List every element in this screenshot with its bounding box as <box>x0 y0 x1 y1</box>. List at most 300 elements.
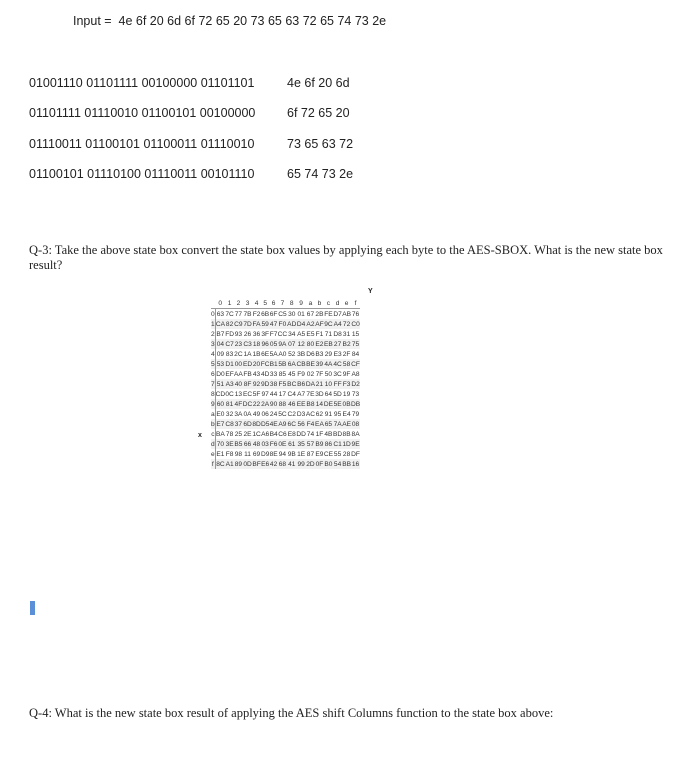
sbox-cell: DE <box>323 400 334 408</box>
state-row-hex: 73 65 63 72 <box>287 137 354 151</box>
sbox-column-header: 7 <box>278 298 288 309</box>
sbox-column-header: c <box>324 298 333 309</box>
question-4: Q-4: What is the new state box result of applying the AES shift Columns function to the state box above: <box>29 706 554 720</box>
sbox-cell: 83 <box>225 350 234 358</box>
sbox-cell: 5F <box>252 390 261 398</box>
sbox-cell: EB <box>324 340 333 348</box>
sbox-cell: AD <box>287 320 297 328</box>
sbox-cell: FB <box>243 370 252 378</box>
sbox-cell: 8F <box>243 380 252 388</box>
sbox-cell: A8 <box>351 370 360 378</box>
sbox-cell: 30 <box>288 310 296 318</box>
sbox-cell: 31 <box>342 330 351 338</box>
sbox-cell: 4C <box>333 360 342 368</box>
sbox-cell: CB <box>296 360 306 368</box>
sbox-column-header: 9 <box>296 298 306 309</box>
sbox-cell: 4D <box>260 370 270 378</box>
sbox-cell: 69 <box>252 450 261 458</box>
sbox-column-header: 8 <box>287 298 296 309</box>
sbox-column-header: b <box>315 298 324 309</box>
sbox-cell: 85 <box>278 370 287 378</box>
sbox-cell: D6 <box>306 350 315 358</box>
sbox-cell: 7F <box>315 370 324 378</box>
sbox-cell: F1 <box>315 330 324 338</box>
input-label: Input = <box>73 14 112 28</box>
state-row <box>29 106 350 120</box>
sbox-cell: C0 <box>351 320 360 328</box>
sbox-cell: B7 <box>216 330 225 338</box>
sbox-cell: F7 <box>269 330 278 338</box>
sbox-cell: 96 <box>261 340 269 348</box>
sbox-cell: 3B <box>297 350 306 358</box>
sbox-cell: F5 <box>278 380 287 388</box>
sbox-cell: 98 <box>234 450 243 458</box>
sbox-row <box>211 339 360 349</box>
sbox-cell: 1E <box>297 450 306 458</box>
sbox-cell: 7A <box>333 420 342 428</box>
sbox-cell: 52 <box>288 350 296 358</box>
sbox-cell: F2 <box>252 310 261 318</box>
sbox-cell: 0D <box>243 460 252 468</box>
sbox-cell: 7D <box>243 320 252 328</box>
sbox-cell: 42 <box>269 460 278 468</box>
sbox-cell: EA <box>315 420 324 428</box>
sbox-cell: 60 <box>216 400 225 408</box>
sbox-cell: 8D <box>252 420 261 428</box>
sbox-row-header: 9 <box>211 400 215 408</box>
sbox-cell: CE <box>323 450 334 458</box>
sbox-cell: 23 <box>234 340 243 348</box>
sbox-cell: 9A <box>278 340 287 348</box>
sbox-cell: 61 <box>288 440 296 448</box>
sbox-cell: 95 <box>333 410 342 418</box>
sbox-cell: FD <box>225 330 234 338</box>
sbox-cell: 70 <box>216 440 225 448</box>
sbox-cell: C6 <box>278 430 287 438</box>
sbox-cell: 92 <box>252 380 261 388</box>
sbox-cell: 9B <box>287 450 296 458</box>
sbox-cell: 64 <box>324 390 333 398</box>
sbox-cell: 21 <box>315 380 324 388</box>
sbox-cell: CC <box>277 330 288 338</box>
sbox-row <box>211 389 360 399</box>
sbox-cell: F8 <box>225 450 234 458</box>
sbox-row-header: 0 <box>211 310 215 318</box>
sbox-cell: DC <box>242 400 253 408</box>
state-row <box>29 167 353 181</box>
sbox-cell: 20 <box>252 360 261 368</box>
sbox-cell: 6A <box>287 360 296 368</box>
sbox-cell: 77 <box>234 310 243 318</box>
sbox-cell: DF <box>351 450 360 458</box>
sbox-cell: 57 <box>306 440 315 448</box>
sbox-cell: 1B <box>252 350 261 358</box>
sbox-cell: 3D <box>315 390 324 398</box>
sbox-cell: 3E <box>225 440 234 448</box>
sbox-x-label: x <box>198 432 202 439</box>
sbox-cell: 9C <box>324 320 333 328</box>
sbox-cell: F0 <box>278 320 287 328</box>
sbox-cell: 12 <box>297 340 305 348</box>
sbox-cell: E2 <box>315 340 324 348</box>
sbox-column-header: d <box>333 298 342 309</box>
sbox-cell: BF <box>252 460 261 468</box>
sbox-row <box>211 439 360 449</box>
sbox-cell: 28 <box>342 450 351 458</box>
sbox-cell: CA <box>215 320 226 328</box>
sbox-cell: 44 <box>269 390 278 398</box>
sbox-cell: 58 <box>342 360 351 368</box>
sbox-cell: D0 <box>216 370 225 378</box>
sbox-cell: 82 <box>225 320 234 328</box>
sbox-row <box>211 319 360 329</box>
sbox-cell: 2E <box>243 430 252 438</box>
sbox-cell: A3 <box>225 380 234 388</box>
sbox-cell: C5 <box>278 310 287 318</box>
sbox-cell: B2 <box>342 340 351 348</box>
sbox-cell: 73 <box>351 390 360 398</box>
sbox-cell: 05 <box>269 340 278 348</box>
sbox-cell: A0 <box>278 350 287 358</box>
input-line <box>73 14 386 28</box>
sbox-cell: AA <box>234 370 243 378</box>
sbox-cell: 46 <box>288 400 296 408</box>
sbox-row-header: 4 <box>211 350 215 358</box>
sbox-cell: 06 <box>261 410 269 418</box>
sbox-cell: 09 <box>216 350 225 358</box>
sbox-cell: B0 <box>324 460 333 468</box>
sbox-cell: 1D <box>342 440 351 448</box>
sbox-column-header: 1 <box>225 298 234 309</box>
sbox-cell: E7 <box>216 420 225 428</box>
sbox-cell: 47 <box>269 320 278 328</box>
sbox-cell: 9D <box>260 380 270 388</box>
sbox-row <box>211 459 360 469</box>
sbox-cell: 86 <box>324 440 333 448</box>
sbox-column-header: 6 <box>270 298 278 309</box>
sbox-column-header: 0 <box>215 298 225 309</box>
sbox-cell: 9F <box>342 370 351 378</box>
sbox-cell: 51 <box>216 380 225 388</box>
sbox-cell: 81 <box>225 400 234 408</box>
sbox-cell: 40 <box>234 380 243 388</box>
sbox-cell: 93 <box>234 330 243 338</box>
sbox-cell: F9 <box>297 370 305 378</box>
sbox-row-header: 2 <box>211 330 215 338</box>
sbox-cell: D7 <box>333 310 342 318</box>
sbox-row-header: f <box>211 460 214 468</box>
sbox-cell: D4 <box>296 320 306 328</box>
sbox-cell: EF <box>225 370 234 378</box>
sbox-cell: 34 <box>288 330 296 338</box>
sbox-cell: 48 <box>252 440 261 448</box>
sbox-row-header: 8 <box>211 390 215 398</box>
state-row-binary: 01100101 01110100 01110011 00101110 <box>29 167 255 181</box>
question-3: Q-3: Take the above state box convert the state box values by applying each byte to the AES-SBOX. What is the new state box result? <box>29 243 663 272</box>
state-row-hex: 4e 6f 20 6d <box>287 76 350 90</box>
sbox-cell: 59 <box>261 320 269 328</box>
sbox-cell: B1 <box>269 360 278 368</box>
sbox-cell: 13 <box>234 390 243 398</box>
sbox-cell: E3 <box>333 350 342 358</box>
sbox-y-label: Y <box>368 288 373 295</box>
sbox-cell: 10 <box>324 380 333 388</box>
sbox-row <box>211 329 360 339</box>
sbox-cell: 2F <box>342 350 351 358</box>
sbox-cell: 32 <box>225 410 234 418</box>
sbox-cell: AB <box>342 310 351 318</box>
sbox-cell: C7 <box>225 340 234 348</box>
sbox-cell: 90 <box>269 400 278 408</box>
sbox-cell: 75 <box>351 340 360 348</box>
state-row-binary: 01101111 01110010 01100101 00100000 <box>29 106 256 120</box>
sbox-cell: E4 <box>342 410 351 418</box>
sbox-cell: BC <box>287 380 297 388</box>
sbox-row-header: a <box>211 410 215 418</box>
sbox-cell: FE <box>324 310 333 318</box>
sbox-cell: BD <box>333 430 343 438</box>
sbox-cell: 67 <box>306 310 315 318</box>
sbox-cell: FF <box>333 380 342 388</box>
sbox-column-header: f <box>351 298 360 309</box>
sbox-cell: 84 <box>351 350 360 358</box>
sbox-cell: 8A <box>351 430 360 438</box>
sbox-cell: FA <box>252 320 261 328</box>
sbox-cell: E0 <box>216 410 225 418</box>
sbox-cell: D9 <box>260 450 270 458</box>
sbox-cell: 6F <box>269 310 278 318</box>
sbox-cell: 2D <box>306 460 315 468</box>
sbox-cell: 7B <box>243 310 252 318</box>
sbox-cell: EC <box>242 390 253 398</box>
sbox-cell: 14 <box>315 400 324 408</box>
sbox-cell: A4 <box>333 320 342 328</box>
sbox-row <box>211 429 360 439</box>
sbox-cell: C3 <box>243 340 252 348</box>
sbox-cell: C9 <box>234 320 243 328</box>
sbox-cell: 1C <box>252 430 261 438</box>
sbox-cell: A1 <box>225 460 234 468</box>
sbox-cell: D8 <box>333 330 342 338</box>
state-row-hex: 65 74 73 2e <box>287 167 354 181</box>
sbox-cell: AF <box>315 320 324 328</box>
sbox-cell: 68 <box>278 460 287 468</box>
sbox-row <box>211 379 360 389</box>
sbox-cell: B5 <box>234 440 243 448</box>
sbox-cell: E8 <box>287 430 296 438</box>
sbox-cell: DA <box>305 380 316 388</box>
sbox-cell: 49 <box>252 410 261 418</box>
sbox-cell: 4F <box>234 400 243 408</box>
sbox-cell: AE <box>342 420 351 428</box>
sbox-column-header: 2 <box>234 298 243 309</box>
sbox-cell: A2 <box>306 320 315 328</box>
sbox-cell: EE <box>296 400 306 408</box>
sbox-cell: 5B <box>278 360 287 368</box>
sbox-cell: 56 <box>297 420 305 428</box>
sbox-cell: AC <box>305 410 316 418</box>
sbox-cell: F3 <box>342 380 351 388</box>
sbox-cell: B6 <box>297 380 306 388</box>
sbox-cell: 35 <box>297 440 305 448</box>
sbox-cell: 5D <box>333 390 342 398</box>
sbox-row-header: d <box>211 440 215 448</box>
sbox-cell: 53 <box>216 360 225 368</box>
sbox-cell: 15 <box>351 330 360 338</box>
sbox-cell: 16 <box>351 460 360 468</box>
sbox-row-header: b <box>211 420 215 428</box>
sbox-cell: 29 <box>324 350 333 358</box>
sbox-cell: 6C <box>287 420 296 428</box>
sbox-cell: DD <box>296 430 306 438</box>
state-row-binary: 01110011 01100101 01100011 01110010 <box>29 137 255 151</box>
sbox-cell: 63 <box>216 310 225 318</box>
input-value: 4e 6f 20 6d 6f 72 65 20 73 65 63 72 65 74 73 2e <box>118 14 387 28</box>
sbox-cell: 04 <box>216 340 225 348</box>
sbox-row-header: 6 <box>211 370 215 378</box>
sbox-cell: FC <box>260 360 270 368</box>
sbox-row-header: e <box>211 450 215 458</box>
sbox-cell: E5 <box>306 330 315 338</box>
sbox-cell: A5 <box>297 330 306 338</box>
sbox-cell: 5E <box>333 400 342 408</box>
sbox-cell: 41 <box>288 460 296 468</box>
sbox-row-header: c <box>211 430 215 438</box>
sbox-cell: 0B <box>342 400 351 408</box>
sbox-cell: 71 <box>324 330 333 338</box>
sbox-cell: 5C <box>278 410 287 418</box>
sbox-cell: C4 <box>287 390 296 398</box>
sbox-cell: F4 <box>306 420 315 428</box>
sbox-cell: 7E <box>306 390 315 398</box>
sbox-column-header: 5 <box>261 298 270 309</box>
sbox-cell: D5 <box>260 420 270 428</box>
sbox-cell: BA <box>216 430 225 438</box>
sbox-cell: C1 <box>333 440 342 448</box>
sbox-row <box>211 349 360 359</box>
sbox-cell: 65 <box>324 420 333 428</box>
sbox-cell: D1 <box>225 360 234 368</box>
sbox-cell: B9 <box>315 440 324 448</box>
sbox-cell: 25 <box>234 430 243 438</box>
sbox-cell: 01 <box>297 310 305 318</box>
sbox-cell: 17 <box>278 390 287 398</box>
sbox-cell: 03 <box>261 440 269 448</box>
sbox-cell: 19 <box>342 390 351 398</box>
sbox-row <box>211 309 360 320</box>
sbox-cell: 00 <box>234 360 243 368</box>
sbox-cell: 87 <box>306 450 315 458</box>
sbox-cell: 11 <box>244 450 251 458</box>
sbox-cell: B8 <box>306 400 315 408</box>
sbox-cell: 0E <box>278 440 287 448</box>
sbox-cell: 43 <box>252 370 261 378</box>
sbox-cell: CD <box>215 390 226 398</box>
text-cursor-marker <box>30 601 35 615</box>
sbox-cell: 0F <box>315 460 324 468</box>
state-row-binary: 01001110 01101111 00100000 01101101 <box>29 76 255 90</box>
sbox-cell: E9 <box>315 450 324 458</box>
sbox-row-header: 7 <box>211 380 215 388</box>
sbox-cell: 3C <box>333 370 342 378</box>
sbox-cell: 6E <box>261 350 270 358</box>
sbox-cell: BB <box>342 460 351 468</box>
sbox-cell: D3 <box>296 410 306 418</box>
sbox-cell: 38 <box>269 380 278 388</box>
sbox-row <box>211 449 360 459</box>
sbox-cell: 39 <box>315 360 324 368</box>
sbox-cell: 8C <box>216 460 225 468</box>
sbox-cell: 79 <box>351 410 360 418</box>
sbox-cell: 78 <box>225 430 234 438</box>
sbox-cell: 8B <box>342 430 351 438</box>
sbox-cell: 66 <box>243 440 252 448</box>
sbox-cell: C8 <box>225 420 234 428</box>
sbox-cell: 80 <box>306 340 315 348</box>
sbox-cell: 1F <box>315 430 324 438</box>
sbox-cell: 62 <box>315 410 324 418</box>
sbox-cell: 94 <box>278 450 287 458</box>
sbox-cell: A6 <box>261 430 270 438</box>
sbox-cell: 74 <box>306 430 315 438</box>
sbox-cell: 4A <box>324 360 333 368</box>
sbox-cell: 3F <box>261 330 270 338</box>
sbox-cell: 07 <box>288 340 296 348</box>
sbox-row <box>211 369 360 379</box>
sbox-cell: 45 <box>288 370 296 378</box>
sbox-cell: C2 <box>287 410 296 418</box>
sbox-table <box>211 298 360 469</box>
sbox-cell: 99 <box>297 460 305 468</box>
state-row <box>29 137 353 151</box>
sbox-row <box>211 419 360 429</box>
sbox-cell: B3 <box>315 350 324 358</box>
sbox-cell: 18 <box>252 340 261 348</box>
sbox-cell: E6 <box>261 460 270 468</box>
sbox-cell: 5A <box>269 350 278 358</box>
sbox-cell: 22 <box>252 400 261 408</box>
sbox-row <box>211 399 360 409</box>
sbox-cell: 4B <box>324 430 333 438</box>
sbox-cell: 8E <box>269 450 278 458</box>
sbox-cell: 55 <box>333 450 342 458</box>
sbox-cell: 2C <box>234 350 243 358</box>
sbox-column-header: 3 <box>243 298 253 309</box>
sbox-cell: A7 <box>297 390 306 398</box>
sbox-cell: 6D <box>243 420 252 428</box>
sbox-cell: 97 <box>261 390 269 398</box>
sbox-cell: 0C <box>225 390 234 398</box>
sbox-cell: 2A <box>261 400 270 408</box>
sbox-cell: F6 <box>269 440 278 448</box>
sbox-cell: 08 <box>351 420 360 428</box>
sbox-cell: 36 <box>252 330 261 338</box>
sbox-cell: 3A <box>234 410 243 418</box>
state-row-hex: 6f 72 65 20 <box>287 106 350 120</box>
sbox-cell: D2 <box>351 380 360 388</box>
sbox-cell: 4E <box>269 420 278 428</box>
sbox-cell: BE <box>306 360 315 368</box>
sbox-cell: 0A <box>243 410 252 418</box>
sbox-cell: 24 <box>269 410 278 418</box>
sbox-cell: 02 <box>306 370 315 378</box>
sbox-cell: A9 <box>278 420 287 428</box>
sbox-cell: 1A <box>243 350 252 358</box>
sbox-cell: 33 <box>269 370 278 378</box>
sbox-column-header: a <box>306 298 315 309</box>
sbox-cell: 50 <box>324 370 333 378</box>
sbox-column-header: 4 <box>252 298 260 309</box>
